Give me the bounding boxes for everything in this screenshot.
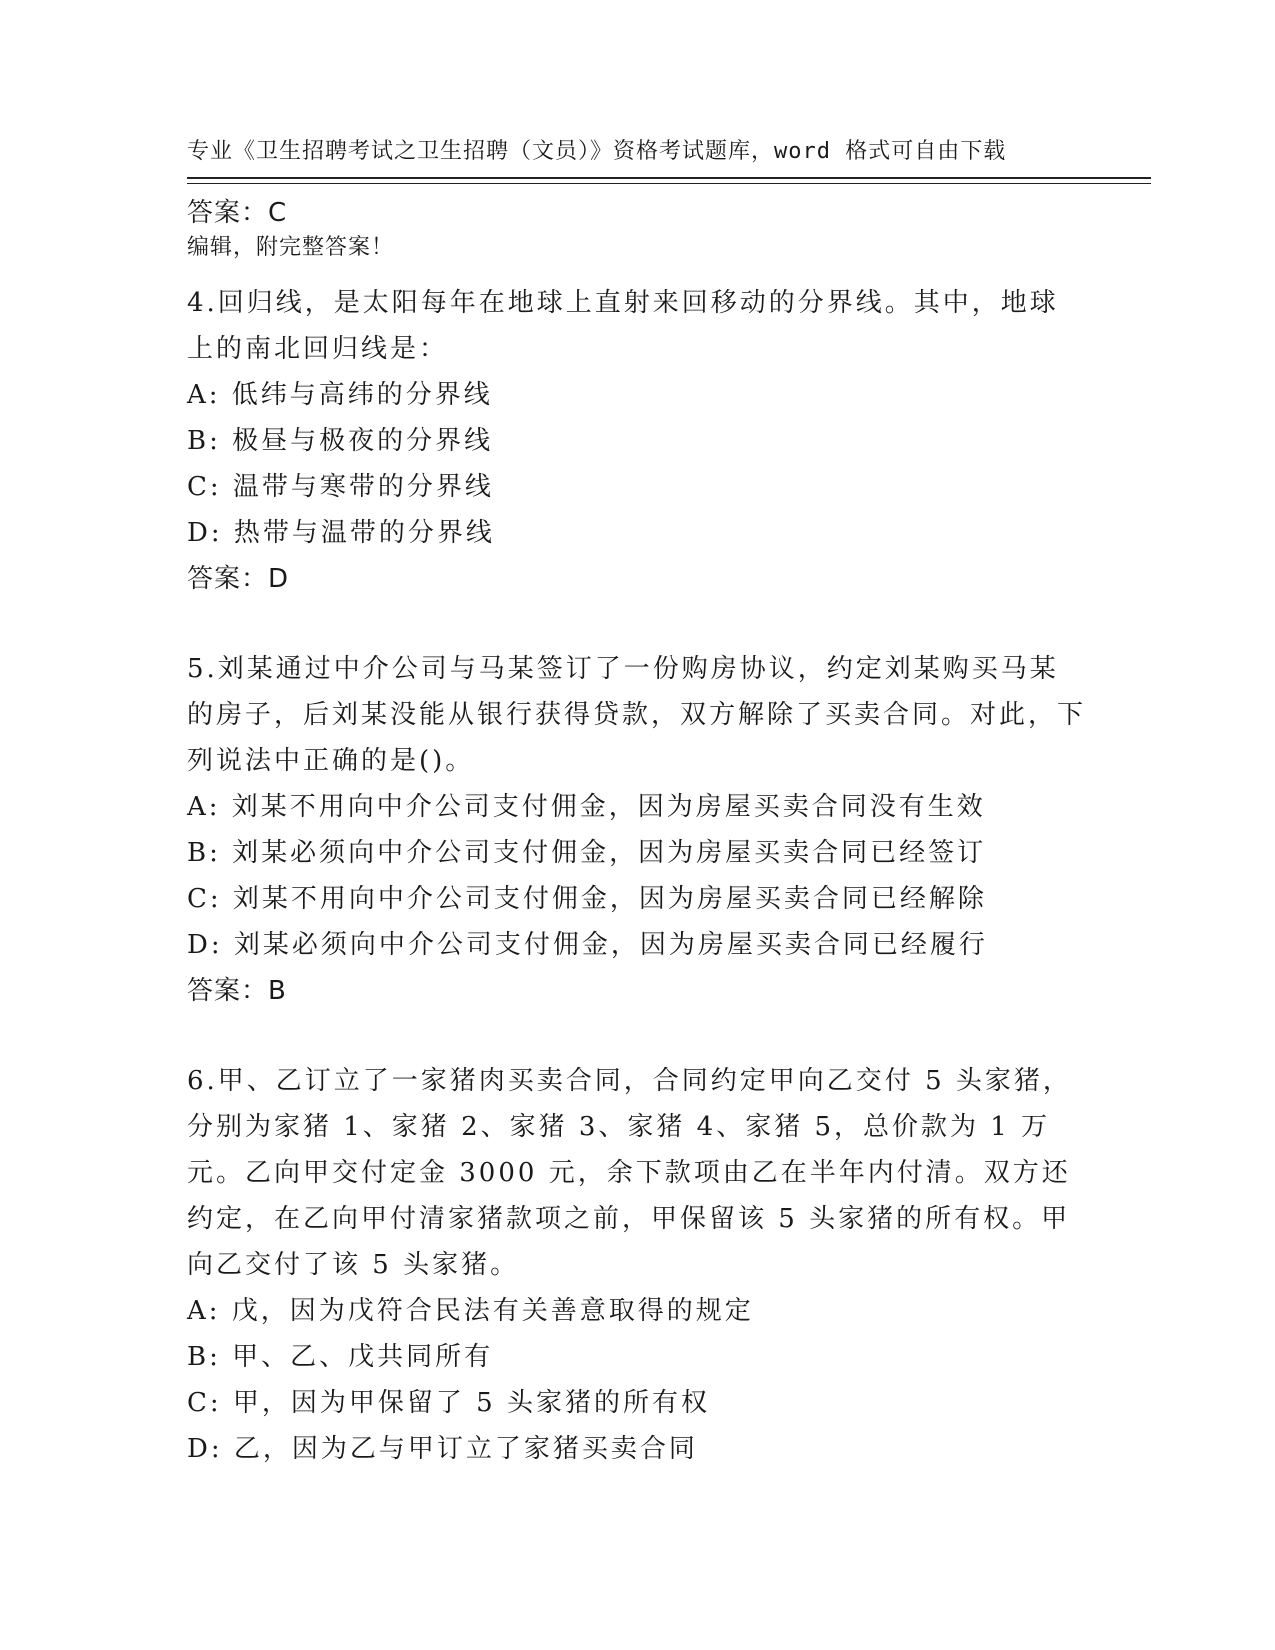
page-content xyxy=(187,190,1087,1472)
header-line-1: 专业《卫生招聘考试之卫生招聘（文员）》资格考试题库，word 格式可自由下载 xyxy=(187,139,1007,164)
option-a: A: 戊，因为戊符合民法有关善意取得的规定 xyxy=(187,1296,754,1326)
answer-q4: 答案：D xyxy=(187,564,290,594)
option-b: B: 极昼与极夜的分界线 xyxy=(187,426,494,456)
option-a: A: 低纬与高纬的分界线 xyxy=(187,380,493,410)
option-c: C: 刘某不用向中介公司支付佣金，因为房屋买卖合同已经解除 xyxy=(187,884,987,914)
option-d: D: 乙，因为乙与甲订立了家猪买卖合同 xyxy=(187,1434,698,1464)
option-b: B: 甲、乙、戊共同所有 xyxy=(187,1342,494,1372)
spacer xyxy=(187,1014,1087,1058)
header-rule-thick xyxy=(187,177,1151,179)
question-text: 4.回归线，是太阳每年在地球上直射来回移动的分界线。其中，地球上的南北回归线是： xyxy=(187,288,1059,364)
option-d: D: 刘某必须向中介公司支付佣金，因为房屋买卖合同已经履行 xyxy=(187,930,988,960)
option-a: A: 刘某不用向中介公司支付佣金，因为房屋买卖合同没有生效 xyxy=(187,792,986,822)
header-line-2: 编辑，附完整答案！ xyxy=(187,235,395,260)
question-4 xyxy=(187,280,1087,602)
option-d: D: 热带与温带的分界线 xyxy=(187,518,495,548)
question-6 xyxy=(187,1058,1087,1472)
question-5 xyxy=(187,646,1087,1014)
spacer xyxy=(187,602,1087,646)
option-b: B: 刘某必须向中介公司支付佣金，因为房屋买卖合同已经签订 xyxy=(187,838,987,868)
spacer xyxy=(187,236,1087,280)
option-c: C: 温带与寒带的分界线 xyxy=(187,472,494,502)
header-rule-thin xyxy=(187,183,1151,184)
answer-q3: 答案：C xyxy=(187,198,288,228)
answer-q5: 答案：B xyxy=(187,976,287,1006)
question-text: 6.甲、乙订立了一家猪肉买卖合同，合同约定甲向乙交付 5 头家猪，分别为家猪 1、家猪 2、家猪 3、家猪 4、家猪 5，总价款为 1 万元。乙向甲交付定金 3000 元，余下款项由乙在半年内付清。双方还约定，在乙向甲付清家猪款项之前，甲保留该 5 头家猪的所有权。甲向乙交付了该 5 头家猪。 xyxy=(187,1066,1072,1280)
option-c: C: 甲，因为甲保留了 5 头家猪的所有权 xyxy=(187,1388,710,1418)
question-text: 5.刘某通过中介公司与马某签订了一份购房协议，约定刘某购买马某的房子，后刘某没能从银行获得贷款，双方解除了买卖合同。对此，下列说法中正确的是()。 xyxy=(187,654,1087,776)
